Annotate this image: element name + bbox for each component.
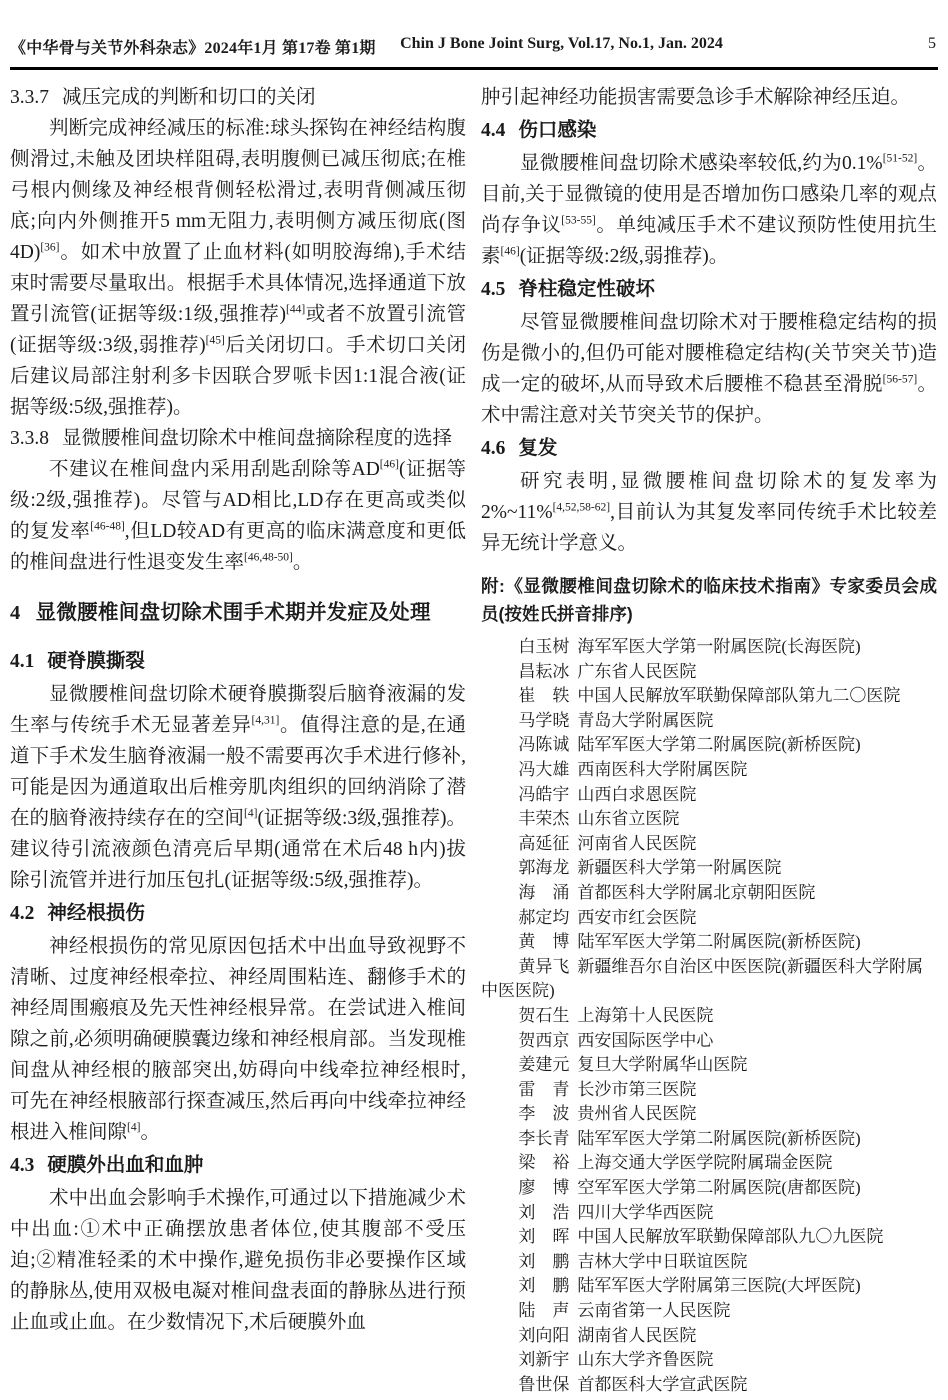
committee-member [481, 1225, 937, 1250]
section-title: 显微腰椎间盘切除术中椎间盘摘除程度的选择 [62, 428, 453, 449]
member-institution: 海军军医大学第一附属医院(长海医院) [577, 637, 861, 656]
member-institution: 广东省人民医院 [577, 661, 697, 681]
member-name: 刘新宇 [518, 1350, 570, 1370]
section-heading-4 [10, 597, 466, 629]
committee-member [481, 1373, 937, 1398]
left-column [10, 82, 466, 1397]
appendix-heading: 附:《显微腰椎间盘切除术的临床技术指南》专家委员会成员(按姓氏拼音排序) [481, 576, 937, 624]
member-institution: 吉林大学中日联谊医院 [577, 1251, 748, 1271]
member-institution: 河南省人民医院 [577, 833, 697, 853]
section-heading-4-3 [10, 1150, 466, 1181]
section-heading-4-2 [10, 898, 466, 929]
member-name: 海 涌 [518, 882, 570, 902]
member-name: 刘 晖 [518, 1227, 570, 1247]
section-title: 神经根损伤 [47, 902, 145, 924]
section-number: 4.1 [10, 651, 35, 672]
member-institution: 首都医科大学宣武医院 [577, 1374, 748, 1394]
paragraph: 判断完成神经减压的标准:球头探钩在神经结构腹侧滑过,未触及团块样阻碍,表明腹侧已减压彻底;在椎弓根内侧缘及神经根背侧轻松滑过,表明背侧减压彻底;向内外侧推开5 mm无阻力,表明侧方减压彻底(图4D)[36]。如术中放置了止血材料(如明胶海绵),手术结束时需要尽量取出。根据手术具体情况,选择通道下放置引流管(证据等级:1级,强推荐)[44]或者不放置引流管(证据等级:3级,弱推荐)[45]后关闭切口。手术切口关闭后建议局部注射利多卡因联合罗哌卡因1:1混合液(证据等级:5级,强推荐)。 [10, 118, 466, 418]
committee-member [481, 1029, 937, 1054]
committee-member-list [481, 635, 937, 1397]
committee-member [481, 955, 937, 1004]
member-name: 冯皓宇 [518, 784, 570, 804]
paragraph: 术中出血会影响手术操作,可通过以下措施减少术中出血:①术中正确摆放患者体位,使其腹部不受压迫;②精准轻柔的术中操作,避免损伤非必要操作区域的静脉丛,使用双极电凝对椎间盘表面的静脉丛进行预止血或止血。在少数情况下,术后硬膜外血 [10, 1188, 466, 1333]
member-name: 高延征 [518, 833, 570, 853]
section-heading-3-3-7 [10, 82, 466, 113]
header-rule [10, 67, 938, 70]
member-name: 姜建元 [518, 1055, 570, 1075]
member-institution: 上海交通大学医学院附属瑞金医院 [577, 1153, 833, 1173]
member-institution: 四川大学华西医院 [577, 1202, 714, 1222]
section-heading-4-4 [481, 115, 937, 146]
member-institution: 西南医科大学附属医院 [577, 759, 748, 779]
journal-title-cn: 《中华骨与关节外科杂志》2024年1月 第17卷 第1期 [10, 40, 376, 57]
committee-member [481, 807, 937, 832]
member-name: 鲁世保 [518, 1374, 570, 1394]
section-title: 硬脊膜撕裂 [47, 650, 145, 672]
section-heading-4-6 [481, 433, 937, 464]
committee-member [481, 1004, 937, 1029]
member-name: 郝定均 [518, 907, 570, 927]
section-heading-3-3-8 [10, 423, 466, 454]
member-institution: 中国人民解放军联勤保障部队第九二〇医院 [577, 686, 901, 706]
member-institution: 山东大学齐鲁医院 [577, 1350, 714, 1370]
member-institution: 空军军医大学第二附属医院(唐都医院) [577, 1178, 861, 1198]
committee-member [481, 832, 937, 857]
member-institution: 西安国际医学中心 [577, 1030, 714, 1050]
committee-member [481, 684, 937, 709]
member-institution: 新疆维吾尔自治区中医医院(新疆医科大学附属中医医院) [481, 956, 924, 1001]
section-number: 4.6 [481, 438, 506, 459]
committee-member [481, 1274, 937, 1299]
committee-member [481, 1127, 937, 1152]
member-institution: 长沙市第三医院 [577, 1079, 697, 1099]
paragraph: 研究表明,显微腰椎间盘切除术的复发率为2%~11%[4,52,58-62],目前认为其复发率同传统手术比较差异无统计学意义。 [481, 471, 937, 554]
member-name: 廖 博 [518, 1178, 570, 1198]
committee-member [481, 906, 937, 931]
running-head [10, 33, 938, 59]
member-institution: 云南省第一人民医院 [577, 1301, 731, 1321]
section-number: 4 [10, 602, 21, 624]
committee-member [481, 1201, 937, 1226]
member-name: 刘 鹏 [518, 1276, 570, 1296]
member-institution: 陆军军医大学第二附属医院(新桥医院) [577, 1128, 861, 1148]
member-institution: 陆军军医大学第二附属医院(新桥医院) [577, 735, 861, 755]
section-number: 3.3.8 [10, 428, 49, 449]
member-name: 冯大雄 [518, 759, 570, 779]
page-number: 5 [928, 35, 936, 52]
member-name: 丰荣杰 [518, 809, 570, 829]
two-column-body [10, 82, 938, 1397]
section-heading-4-1 [10, 646, 466, 677]
section-title: 伤口感染 [518, 119, 597, 141]
committee-member [481, 1102, 937, 1127]
committee-member [481, 660, 937, 685]
member-name: 昌耘冰 [518, 661, 570, 681]
committee-member [481, 1250, 937, 1275]
section-heading-4-5 [481, 274, 937, 305]
member-institution: 首都医科大学附属北京朝阳医院 [577, 882, 816, 902]
committee-member [481, 635, 937, 660]
member-name: 冯陈诚 [518, 735, 570, 755]
member-institution: 新疆医科大学第一附属医院 [577, 858, 782, 878]
section-title: 减压完成的判断和切口的关闭 [62, 87, 316, 108]
committee-member [481, 881, 937, 906]
member-name: 李长青 [518, 1128, 570, 1148]
member-institution: 复旦大学附属华山医院 [577, 1055, 748, 1075]
member-institution: 山东省立医院 [577, 809, 680, 829]
journal-title-en: Chin J Bone Joint Surg, Vol.17, No.1, Jan. 2024 [400, 35, 723, 52]
committee-member [481, 783, 937, 808]
section-number: 3.3.7 [10, 87, 49, 108]
committee-member [481, 733, 937, 758]
section-title: 硬膜外出血和血肿 [47, 1154, 204, 1176]
section-title: 脊柱稳定性破坏 [518, 278, 655, 300]
member-name: 雷 青 [518, 1079, 570, 1099]
committee-member [481, 1348, 937, 1373]
section-number: 4.5 [481, 279, 506, 300]
section-title: 显微腰椎间盘切除术围手术期并发症及处理 [35, 601, 431, 624]
member-institution: 陆军军医大学第二附属医院(新桥医院) [577, 932, 861, 952]
committee-member [481, 1324, 937, 1349]
member-name: 黄 博 [518, 932, 570, 952]
member-name: 刘 浩 [518, 1202, 570, 1222]
committee-member [481, 1151, 937, 1176]
section-number: 4.4 [481, 120, 506, 141]
member-institution: 中国人民解放军联勤保障部队九〇九医院 [577, 1227, 884, 1247]
member-name: 刘向阳 [518, 1325, 570, 1345]
member-name: 梁 裕 [518, 1153, 570, 1173]
paragraph: 显微腰椎间盘切除术硬脊膜撕裂后脑脊液漏的发生率与传统手术无显著差异[4,31]。值得注意的是,在通道下手术发生脑脊液漏一般不需要再次手术进行修补,可能是因为通道取出后椎旁肌肉组织的回纳消除了潜在的脑脊液持续存在的空间[4](证据等级:3级,强推荐)。建议待引流液颜色清亮后早期(通常在术后48 h内)拔除引流管并进行加压包扎(证据等级:5级,强推荐)。 [10, 684, 466, 891]
member-name: 白玉树 [518, 637, 570, 656]
committee-member [481, 1299, 937, 1324]
committee-member [481, 856, 937, 881]
section-number: 4.2 [10, 903, 35, 924]
committee-member [481, 1176, 937, 1201]
member-institution: 山西白求恩医院 [577, 784, 697, 804]
member-institution: 西安市红会医院 [577, 907, 697, 927]
member-name: 陆 声 [518, 1301, 570, 1321]
member-institution: 上海第十人民医院 [577, 1005, 714, 1025]
right-column [481, 82, 937, 1397]
committee-member [481, 758, 937, 783]
member-institution: 贵州省人民医院 [577, 1104, 697, 1124]
member-name: 李 波 [518, 1104, 570, 1124]
member-institution: 青岛大学附属医院 [577, 710, 714, 730]
member-name: 郭海龙 [518, 858, 570, 878]
member-name: 黄异飞 [518, 956, 570, 976]
section-number: 4.3 [10, 1155, 35, 1176]
paragraph: 神经根损伤的常见原因包括术中出血导致视野不清晰、过度神经根牵拉、神经周围粘连、翻修手术的神经周围瘢痕及先天性神经根异常。在尝试进入椎间隙之前,必须明确硬膜囊边缘和神经根肩部。当发现椎间盘从神经根的腋部突出,妨碍向中线牵拉神经根时,可先在神经根腋部行探查减压,然后再向中线牵拉神经根进入椎间隙[4]。 [10, 936, 466, 1143]
committee-member [481, 930, 937, 955]
paragraph: 显微腰椎间盘切除术感染率较低,约为0.1%[51-52]。目前,关于显微镜的使用是否增加伤口感染几率的观点尚存争议[53-55]。单纯减压手术不建议预防性使用抗生素[46](证据等级:2级,弱推荐)。 [481, 152, 937, 267]
paragraph-continuation: 肿引起神经功能损害需要急诊手术解除神经压迫。 [481, 87, 911, 108]
member-name: 贺石生 [518, 1005, 570, 1025]
committee-member [481, 1078, 937, 1103]
paragraph: 尽管显微腰椎间盘切除术对于腰椎稳定结构的损伤是微小的,但仍可能对腰椎稳定结构(关节突关节)造成一定的破坏,从而导致术后腰椎不稳甚至滑脱[56-57]。术中需注意对关节突关节的保护。 [481, 312, 937, 426]
committee-member [481, 709, 937, 734]
paragraph: 不建议在椎间盘内采用刮匙刮除等AD[46](证据等级:2级,强推荐)。尽管与AD相比,LD存在更高或类似的复发率[46-48],但LD较AD有更高的临床满意度和更低的椎间盘进行性退变发生率[46,48-50]。 [10, 458, 466, 573]
member-institution: 陆军军医大学附属第三医院(大坪医院) [577, 1276, 861, 1296]
member-name: 刘 鹏 [518, 1251, 570, 1271]
member-name: 贺西京 [518, 1030, 570, 1050]
member-institution: 湖南省人民医院 [577, 1325, 697, 1345]
committee-member [481, 1053, 937, 1078]
member-name: 崔 轶 [518, 686, 570, 706]
section-title: 复发 [518, 437, 558, 459]
member-name: 马学晓 [518, 710, 570, 730]
